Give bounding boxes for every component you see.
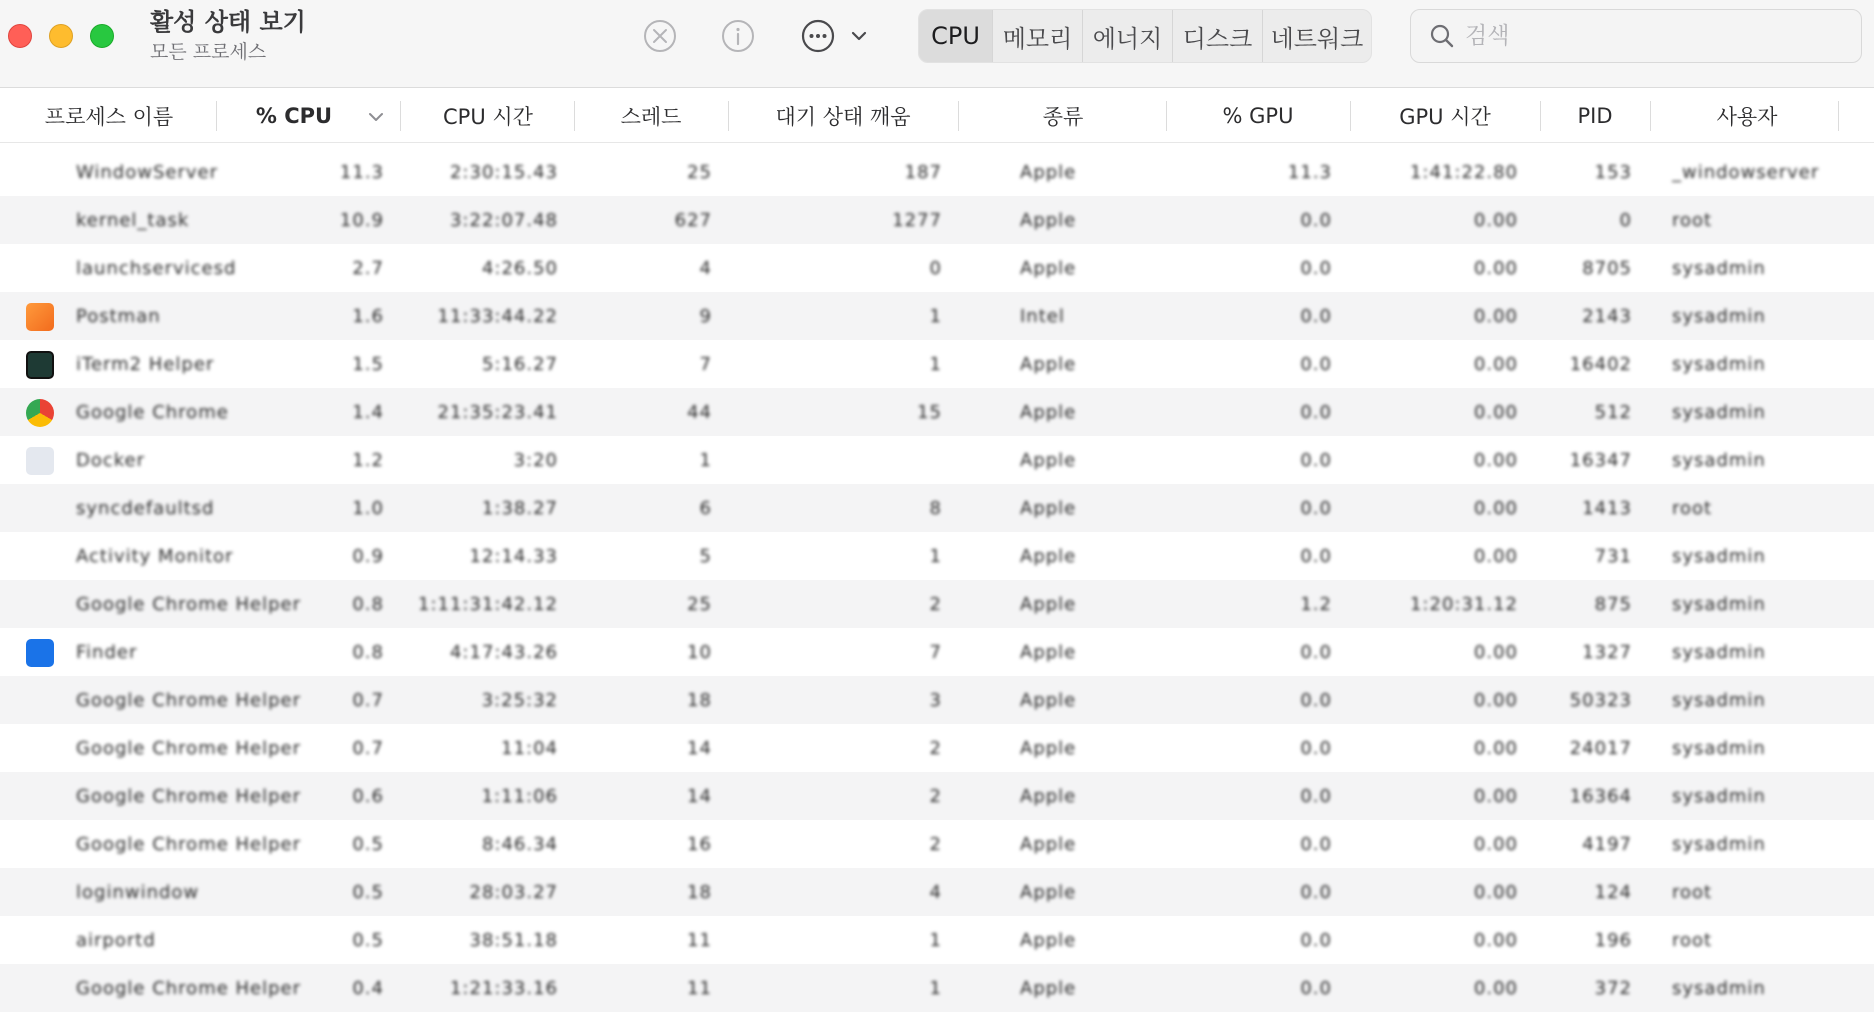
cell-gpu-percent: 0.0 [1300, 929, 1332, 951]
tab-memory[interactable]: 메모리 [993, 10, 1083, 62]
cell-pid: 50323 [1569, 689, 1632, 711]
cell-cpu-percent: 0.5 [352, 929, 384, 951]
cell-pid: 153 [1594, 161, 1632, 183]
cell-pid: 8705 [1582, 257, 1632, 279]
cell-cpu-percent: 1.4 [352, 401, 384, 423]
cell-kind: Apple [1020, 833, 1077, 855]
cell-gpu-percent: 0.0 [1300, 545, 1332, 567]
column-threads[interactable]: 스레드 [620, 105, 682, 129]
table-row[interactable] [0, 244, 1874, 292]
table-row[interactable] [0, 628, 1874, 676]
tab-cpu[interactable]: CPU [919, 10, 993, 62]
cell-user: root [1672, 497, 1713, 519]
cell-gpu-percent: 0.0 [1300, 449, 1332, 471]
cell-gpu-percent: 0.0 [1300, 881, 1332, 903]
window-subtitle[interactable]: 모든 프로세스 [150, 41, 267, 63]
cell-gpu-percent: 0.0 [1300, 353, 1332, 375]
cell-kind: Apple [1020, 257, 1077, 279]
cell-threads: 18 [687, 881, 712, 903]
stop-process-button[interactable] [640, 16, 680, 56]
table-row[interactable] [0, 484, 1874, 532]
cell-gpu-time: 0.00 [1473, 641, 1518, 663]
cell-cpu-percent: 0.5 [352, 833, 384, 855]
cell-pid: 1413 [1582, 497, 1632, 519]
info-icon [721, 19, 755, 53]
cell-gpu-time: 0.00 [1473, 353, 1518, 375]
cell-threads: 25 [687, 593, 712, 615]
cell-user: sysadmin [1672, 593, 1766, 615]
cell-process-name: iTerm2 Helper [76, 353, 215, 375]
cell-threads: 44 [687, 401, 712, 423]
cell-gpu-time: 0.00 [1473, 881, 1518, 903]
cell-threads: 11 [687, 929, 712, 951]
table-row[interactable] [0, 916, 1874, 964]
cell-threads: 1 [699, 449, 712, 471]
cell-gpu-time: 0.00 [1473, 833, 1518, 855]
chevron-down-icon [848, 25, 870, 47]
cell-threads: 11 [687, 977, 712, 999]
cell-cpu-percent: 1.5 [352, 353, 384, 375]
cell-pid: 512 [1594, 401, 1632, 423]
cell-user: sysadmin [1672, 785, 1766, 807]
cell-process-name: Activity Monitor [76, 545, 234, 567]
cell-cpu-time: 2:30:15.43 [449, 161, 558, 183]
cell-kind: Apple [1020, 593, 1077, 615]
cell-user: sysadmin [1672, 833, 1766, 855]
cell-cpu-time: 1:11:31:42.12 [418, 593, 558, 615]
cell-threads: 7 [699, 353, 712, 375]
table-row[interactable] [0, 388, 1874, 436]
app-icon [26, 639, 54, 667]
cell-pid: 372 [1594, 977, 1632, 999]
cell-user: sysadmin [1672, 977, 1766, 999]
more-actions-icon [800, 18, 836, 54]
cell-kind: Apple [1020, 209, 1077, 231]
app-icon [26, 303, 54, 331]
cell-pid: 24017 [1569, 737, 1632, 759]
cell-process-name: launchservicesd [76, 257, 237, 279]
cell-gpu-percent: 0.0 [1300, 737, 1332, 759]
cell-idle-wake-ups: 4 [929, 881, 942, 903]
cell-idle-wake-ups: 1 [929, 977, 942, 999]
cell-cpu-percent: 1.6 [352, 305, 384, 327]
table-row[interactable] [0, 724, 1874, 772]
cell-cpu-percent: 1.0 [352, 497, 384, 519]
cell-gpu-percent: 0.0 [1300, 641, 1332, 663]
cell-gpu-time: 0.00 [1473, 737, 1518, 759]
cell-cpu-percent: 10.9 [339, 209, 384, 231]
cell-gpu-percent: 0.0 [1300, 785, 1332, 807]
column-cpu-time[interactable]: CPU 시간 [443, 105, 533, 129]
cell-threads: 14 [687, 785, 712, 807]
cell-gpu-time: 0.00 [1473, 257, 1518, 279]
table-row[interactable] [0, 820, 1874, 868]
cell-user: sysadmin [1672, 305, 1766, 327]
cell-gpu-percent: 0.0 [1300, 977, 1332, 999]
cell-process-name: Docker [76, 449, 146, 471]
app-icon [26, 399, 54, 427]
cell-gpu-time: 1:20:31.12 [1409, 593, 1518, 615]
cell-process-name: Google Chrome Helper [76, 737, 302, 759]
search-field[interactable] [1410, 9, 1862, 63]
stop-process-icon [643, 19, 677, 53]
cell-pid: 196 [1594, 929, 1632, 951]
cell-cpu-percent: 0.8 [352, 593, 384, 615]
cell-cpu-time: 21:35:23.41 [437, 401, 558, 423]
cell-kind: Apple [1020, 641, 1077, 663]
cell-pid: 124 [1594, 881, 1632, 903]
search-icon [1429, 23, 1455, 49]
cell-kind: Apple [1020, 161, 1077, 183]
cell-cpu-time: 38:51.18 [469, 929, 558, 951]
table-row[interactable] [0, 148, 1874, 196]
cell-kind: Apple [1020, 929, 1077, 951]
cell-gpu-percent: 11.3 [1287, 161, 1332, 183]
cell-threads: 5 [699, 545, 712, 567]
cell-gpu-percent: 0.0 [1300, 833, 1332, 855]
cell-gpu-percent: 0.0 [1300, 689, 1332, 711]
cell-user: sysadmin [1672, 689, 1766, 711]
cell-cpu-percent: 0.8 [352, 641, 384, 663]
more-actions-button[interactable] [798, 16, 872, 56]
cell-cpu-percent: 0.6 [352, 785, 384, 807]
cell-user: root [1672, 929, 1713, 951]
cell-pid: 16402 [1569, 353, 1632, 375]
cell-kind: Apple [1020, 401, 1077, 423]
cell-user: root [1672, 881, 1713, 903]
cell-cpu-time: 1:21:33.16 [449, 977, 558, 999]
cell-idle-wake-ups: 1277 [892, 209, 942, 231]
cell-process-name: Google Chrome [76, 401, 229, 423]
cell-gpu-percent: 0.0 [1300, 257, 1332, 279]
table-row[interactable] [0, 964, 1874, 1012]
toolbar [0, 0, 1874, 88]
cell-cpu-time: 3:25:32 [481, 689, 558, 711]
app-icon [26, 351, 54, 379]
cell-process-name: kernel_task [76, 209, 190, 231]
cell-idle-wake-ups: 8 [929, 497, 942, 519]
cell-idle-wake-ups: 1 [929, 545, 942, 567]
cell-kind: Apple [1020, 497, 1077, 519]
cell-threads: 10 [687, 641, 712, 663]
cell-user: _windowserver [1672, 161, 1820, 183]
minimize-window-button[interactable] [49, 24, 73, 48]
cell-gpu-time: 0.00 [1473, 209, 1518, 231]
cell-threads: 16 [687, 833, 712, 855]
column-gpu-percent[interactable]: % GPU [1222, 104, 1294, 128]
cell-process-name: airportd [76, 929, 156, 951]
cell-gpu-percent: 1.2 [1300, 593, 1332, 615]
cell-gpu-time: 0.00 [1473, 545, 1518, 567]
tab-energy[interactable]: 에너지 [1083, 10, 1173, 62]
column-gpu-time[interactable]: GPU 시간 [1399, 105, 1491, 129]
window-controls [8, 24, 114, 48]
cell-user: sysadmin [1672, 641, 1766, 663]
cell-cpu-time: 1:11:06 [481, 785, 558, 807]
cell-user: root [1672, 209, 1713, 231]
cell-gpu-percent: 0.0 [1300, 401, 1332, 423]
column-idle-wake-ups[interactable]: 대기 상태 깨움 [775, 105, 911, 129]
column-cpu-percent[interactable]: % CPU [255, 104, 333, 128]
table-row[interactable] [0, 340, 1874, 388]
cell-kind: Intel [1020, 305, 1065, 327]
table-row[interactable] [0, 676, 1874, 724]
table-row[interactable] [0, 196, 1874, 244]
process-table [0, 148, 1874, 1012]
cell-idle-wake-ups: 1 [929, 305, 942, 327]
cell-cpu-time: 5:16.27 [481, 353, 558, 375]
table-row[interactable] [0, 580, 1874, 628]
cell-cpu-percent: 0.7 [352, 689, 384, 711]
inspect-process-button[interactable] [718, 16, 758, 56]
cell-cpu-time: 4:26.50 [481, 257, 558, 279]
cell-threads: 627 [674, 209, 712, 231]
tab-disk[interactable]: 디스크 [1173, 10, 1263, 62]
cell-idle-wake-ups: 1 [929, 353, 942, 375]
cell-idle-wake-ups [720, 436, 942, 484]
cell-gpu-percent: 0.0 [1300, 497, 1332, 519]
cell-cpu-percent: 0.9 [352, 545, 384, 567]
cell-pid: 4197 [1582, 833, 1632, 855]
cell-cpu-percent: 11.3 [339, 161, 384, 183]
window-title: 활성 상태 보기 [150, 8, 306, 36]
cell-threads: 6 [699, 497, 712, 519]
cell-cpu-time: 11:04 [501, 737, 558, 759]
cell-idle-wake-ups: 15 [917, 401, 942, 423]
cell-kind: Apple [1020, 881, 1077, 903]
cell-gpu-time: 0.00 [1473, 449, 1518, 471]
close-window-button[interactable] [8, 24, 32, 48]
cell-process-name: Google Chrome Helper [76, 593, 302, 615]
cell-idle-wake-ups: 0 [929, 257, 942, 279]
cell-cpu-percent: 1.2 [352, 449, 384, 471]
cell-process-name: Postman [76, 305, 161, 327]
column-user[interactable]: 사용자 [1716, 105, 1778, 129]
cell-threads: 18 [687, 689, 712, 711]
cell-pid: 16364 [1569, 785, 1632, 807]
cell-process-name: WindowServer [76, 161, 218, 183]
cell-user: sysadmin [1672, 545, 1766, 567]
sort-descending-icon[interactable] [366, 107, 386, 127]
cell-gpu-time: 0.00 [1473, 977, 1518, 999]
cell-kind: Apple [1020, 977, 1077, 999]
cell-threads: 14 [687, 737, 712, 759]
cell-cpu-time: 4:17:43.26 [449, 641, 558, 663]
cell-gpu-percent: 0.0 [1300, 209, 1332, 231]
cell-gpu-time: 0.00 [1473, 929, 1518, 951]
cell-cpu-time: 3:22:07.48 [449, 209, 558, 231]
cell-kind: Apple [1020, 353, 1077, 375]
table-header [0, 89, 1874, 143]
table-row[interactable] [0, 772, 1874, 820]
cell-idle-wake-ups: 3 [929, 689, 942, 711]
cell-user: sysadmin [1672, 353, 1766, 375]
cell-gpu-time: 1:41:22.80 [1409, 161, 1518, 183]
cell-pid: 2143 [1582, 305, 1632, 327]
app-icon [26, 447, 54, 475]
cell-pid: 731 [1594, 545, 1632, 567]
tab-network[interactable]: 네트워크 [1270, 24, 1364, 53]
cell-cpu-percent: 2.7 [352, 257, 384, 279]
cell-idle-wake-ups: 2 [929, 833, 942, 855]
cell-idle-wake-ups: 1 [929, 929, 942, 951]
cell-process-name: loginwindow [76, 881, 200, 903]
cell-process-name: syncdefaultsd [76, 497, 215, 519]
cell-user: sysadmin [1672, 737, 1766, 759]
cell-idle-wake-ups: 2 [929, 785, 942, 807]
cell-gpu-time: 0.00 [1473, 785, 1518, 807]
zoom-window-button[interactable] [90, 24, 114, 48]
cell-process-name: Finder [76, 641, 138, 663]
cell-kind: Apple [1020, 689, 1077, 711]
cell-gpu-time: 0.00 [1473, 401, 1518, 423]
column-pid[interactable]: PID [1577, 104, 1613, 128]
cell-cpu-percent: 0.7 [352, 737, 384, 759]
cell-threads: 4 [699, 257, 712, 279]
cell-gpu-time: 0.00 [1473, 689, 1518, 711]
column-process-name[interactable]: 프로세스 이름 [44, 105, 174, 129]
cell-process-name: Google Chrome Helper [76, 689, 302, 711]
cell-kind: Apple [1020, 545, 1077, 567]
cell-idle-wake-ups: 7 [929, 641, 942, 663]
cell-cpu-percent: 0.4 [352, 977, 384, 999]
cell-cpu-percent: 0.5 [352, 881, 384, 903]
cell-pid: 1327 [1582, 641, 1632, 663]
cell-kind: Apple [1020, 737, 1077, 759]
cell-threads: 9 [699, 305, 712, 327]
cell-process-name: Google Chrome Helper [76, 833, 302, 855]
cell-process-name: Google Chrome Helper [76, 785, 302, 807]
cell-user: sysadmin [1672, 401, 1766, 423]
cell-gpu-percent: 0.0 [1300, 305, 1332, 327]
search-input[interactable] [1465, 23, 1845, 49]
cell-idle-wake-ups: 2 [929, 737, 942, 759]
cell-pid: 875 [1594, 593, 1632, 615]
column-kind[interactable]: 종류 [1042, 105, 1084, 129]
cell-cpu-time: 11:33:44.22 [437, 305, 558, 327]
window-titles [150, 6, 306, 66]
cell-cpu-time: 28:03.27 [469, 881, 558, 903]
cell-threads: 25 [687, 161, 712, 183]
cell-cpu-time: 12:14.33 [469, 545, 558, 567]
cell-idle-wake-ups: 187 [904, 161, 942, 183]
cell-process-name: Google Chrome Helper [76, 977, 302, 999]
cell-cpu-time: 1:38.27 [481, 497, 558, 519]
cell-cpu-time: 3:20 [513, 449, 558, 471]
cell-gpu-time: 0.00 [1473, 305, 1518, 327]
cell-cpu-time: 8:46.34 [481, 833, 558, 855]
cell-user: sysadmin [1672, 257, 1766, 279]
cell-pid: 16347 [1569, 449, 1632, 471]
cell-idle-wake-ups: 2 [929, 593, 942, 615]
cell-user: sysadmin [1672, 449, 1766, 471]
cell-kind: Apple [1020, 449, 1077, 471]
table-row[interactable] [0, 292, 1874, 340]
table-row[interactable] [0, 532, 1874, 580]
cell-pid: 0 [1619, 209, 1632, 231]
table-row[interactable] [0, 436, 1874, 484]
cell-kind: Apple [1020, 785, 1077, 807]
table-row[interactable] [0, 868, 1874, 916]
view-tabs [918, 9, 1372, 63]
cell-gpu-time: 0.00 [1473, 497, 1518, 519]
